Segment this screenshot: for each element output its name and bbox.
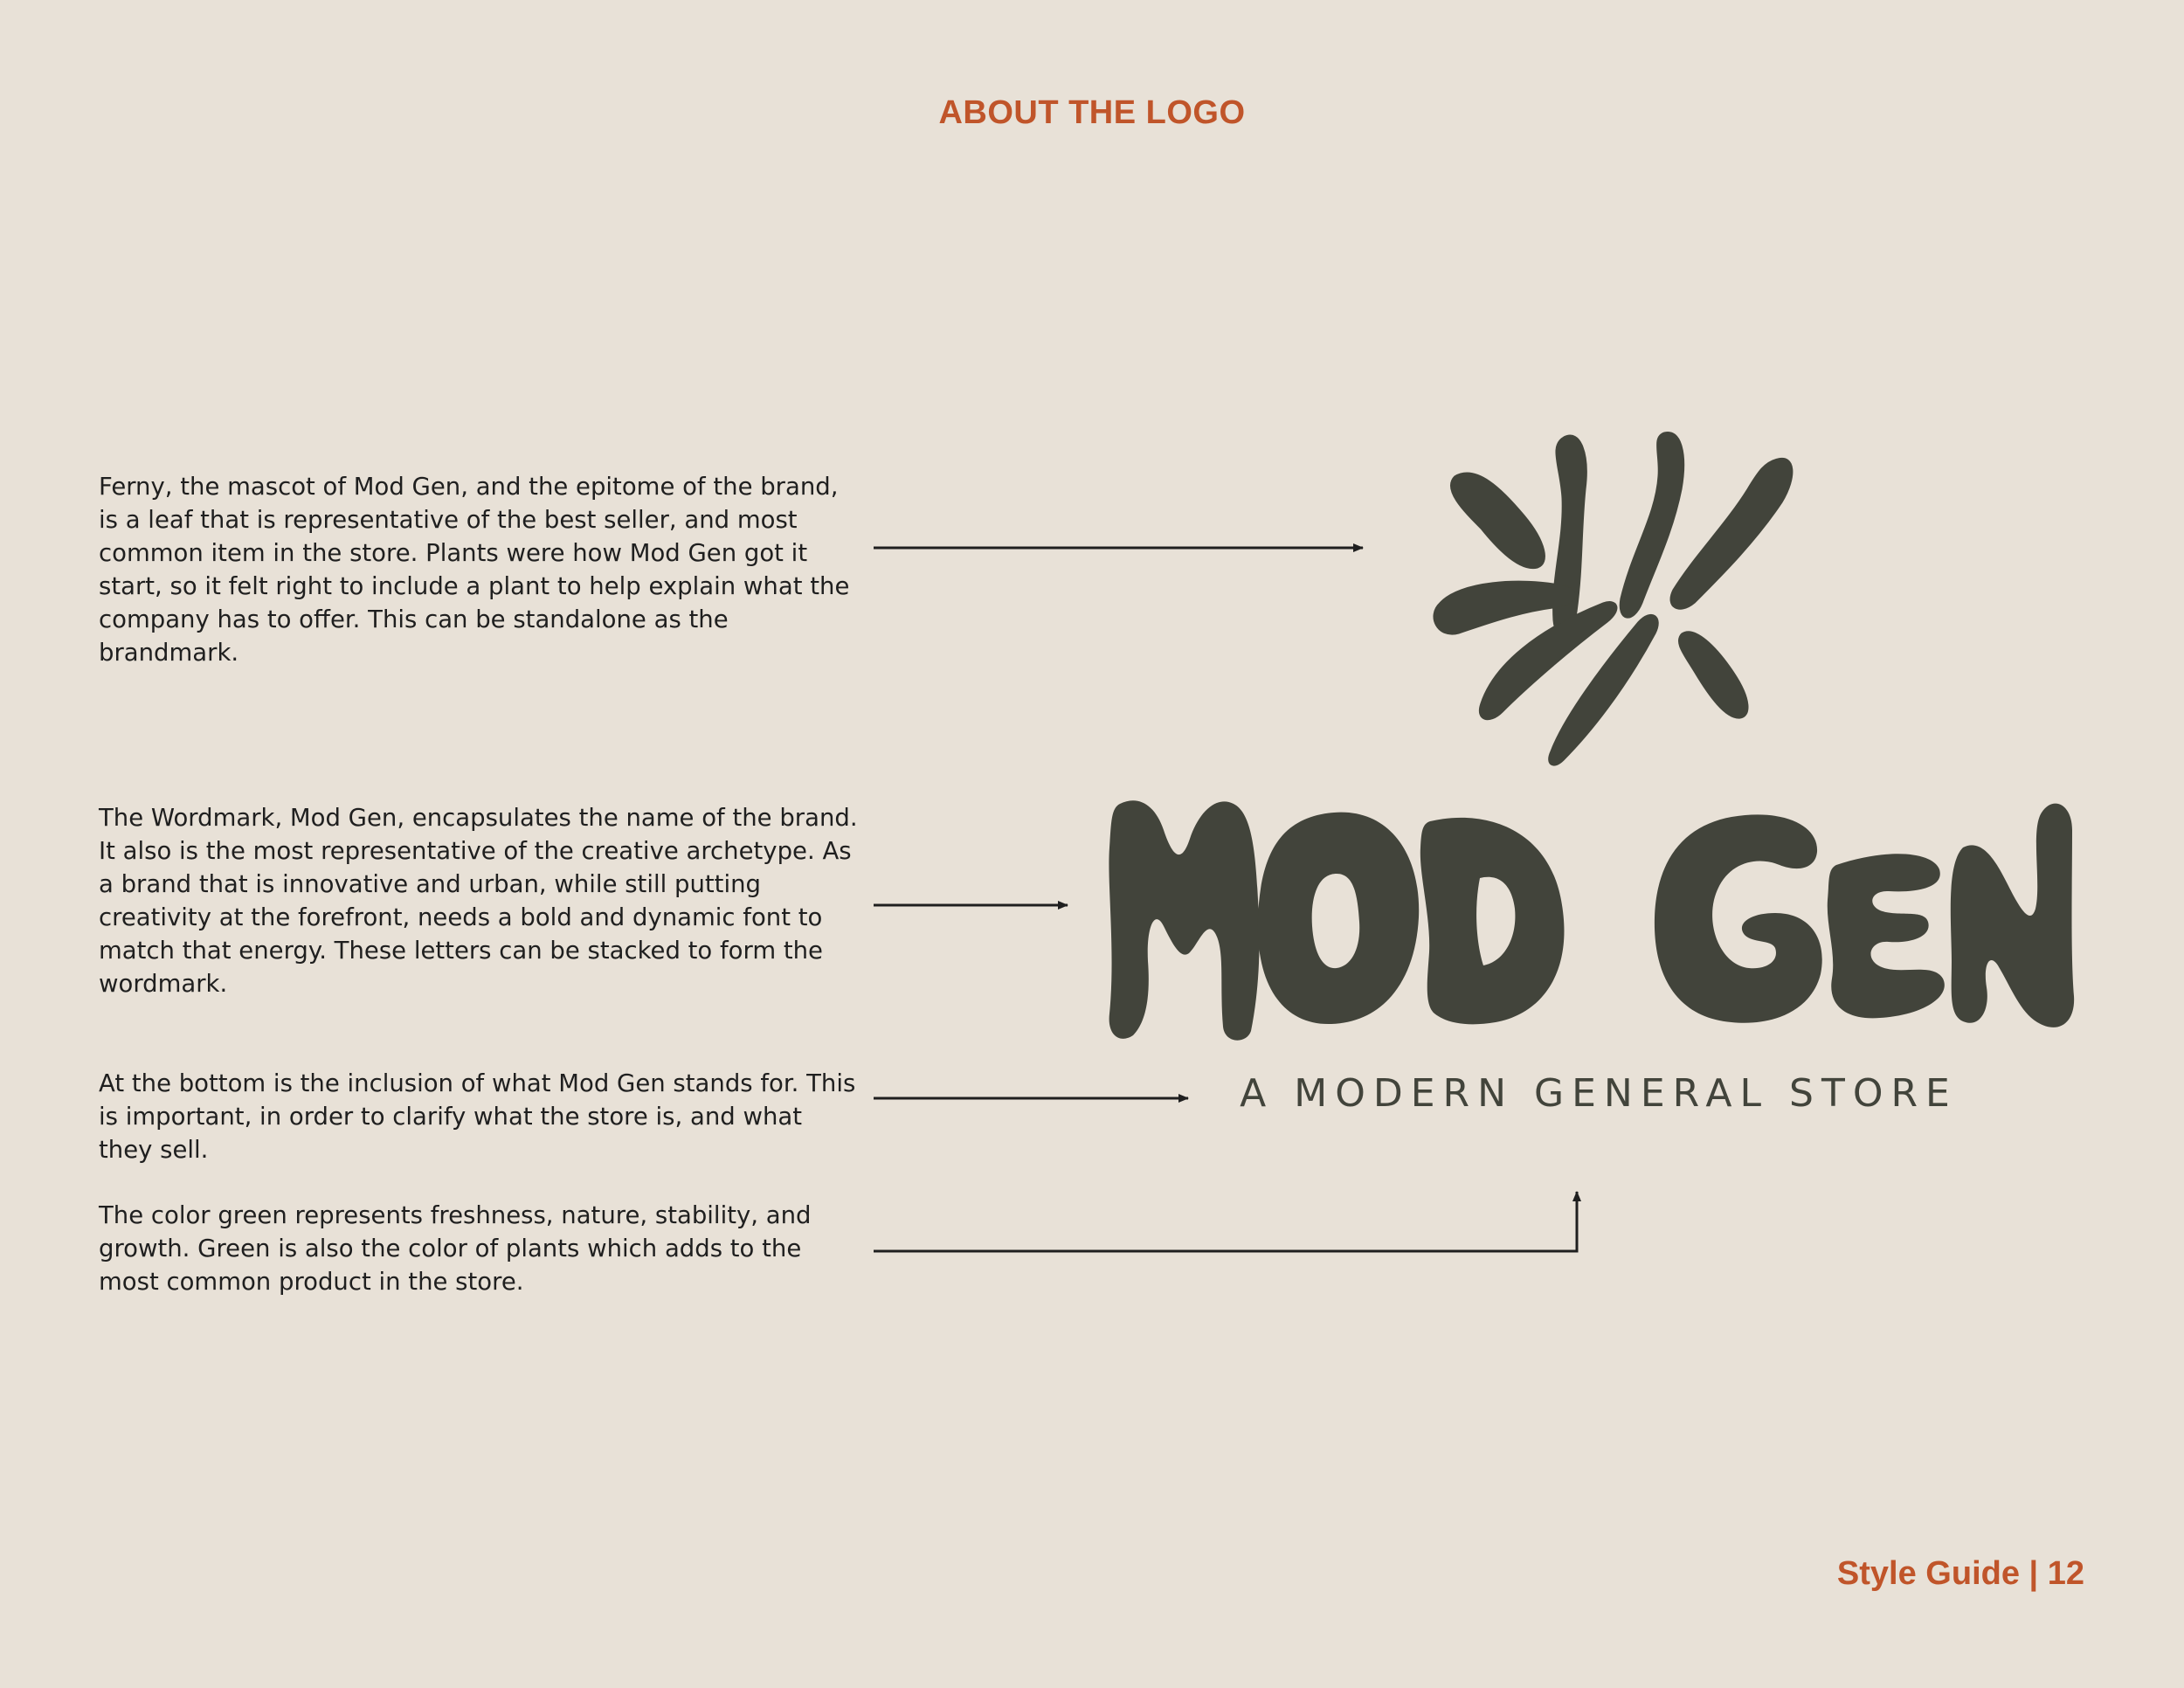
logo-tagline: A MODERN GENERAL STORE xyxy=(1240,1071,1958,1116)
page-footer: Style Guide | 12 xyxy=(1836,1555,2084,1592)
mascot-description: Ferny, the mascot of Mod Gen, and the epitome of the brand, is a leaf that is representative of the best seller, and most common item in the store. Plants were how Mod Gen got it start, so it felt right to include a plant to help explain what the company has to offer. This can be standalone as the brandmark. xyxy=(99,473,850,667)
ferny-leaf-icon xyxy=(1434,432,1793,765)
color-description: The color green represents freshness, nature, stability, and growth. Green is also the color of plants which adds to the most common product in the store. xyxy=(99,1201,812,1296)
arrow-to-color xyxy=(874,1192,1577,1251)
tagline-description: At the bottom is the inclusion of what Mod Gen stands for. This is important, in order to clarify what the store is, and what they sell. xyxy=(99,1069,856,1164)
page-title: ABOUT THE LOGO xyxy=(938,94,1246,131)
wordmark-description: The Wordmark, Mod Gen, encapsulates the name of the brand. It also is the most representative of the creative archetype. As a brand that is innovative and urban, while still putting creativity at the forefront, needs a bold and dynamic font to match that energy. These letters can be stacked to form the wordmark. xyxy=(99,804,858,998)
mod-gen-wordmark xyxy=(1102,778,2081,1057)
